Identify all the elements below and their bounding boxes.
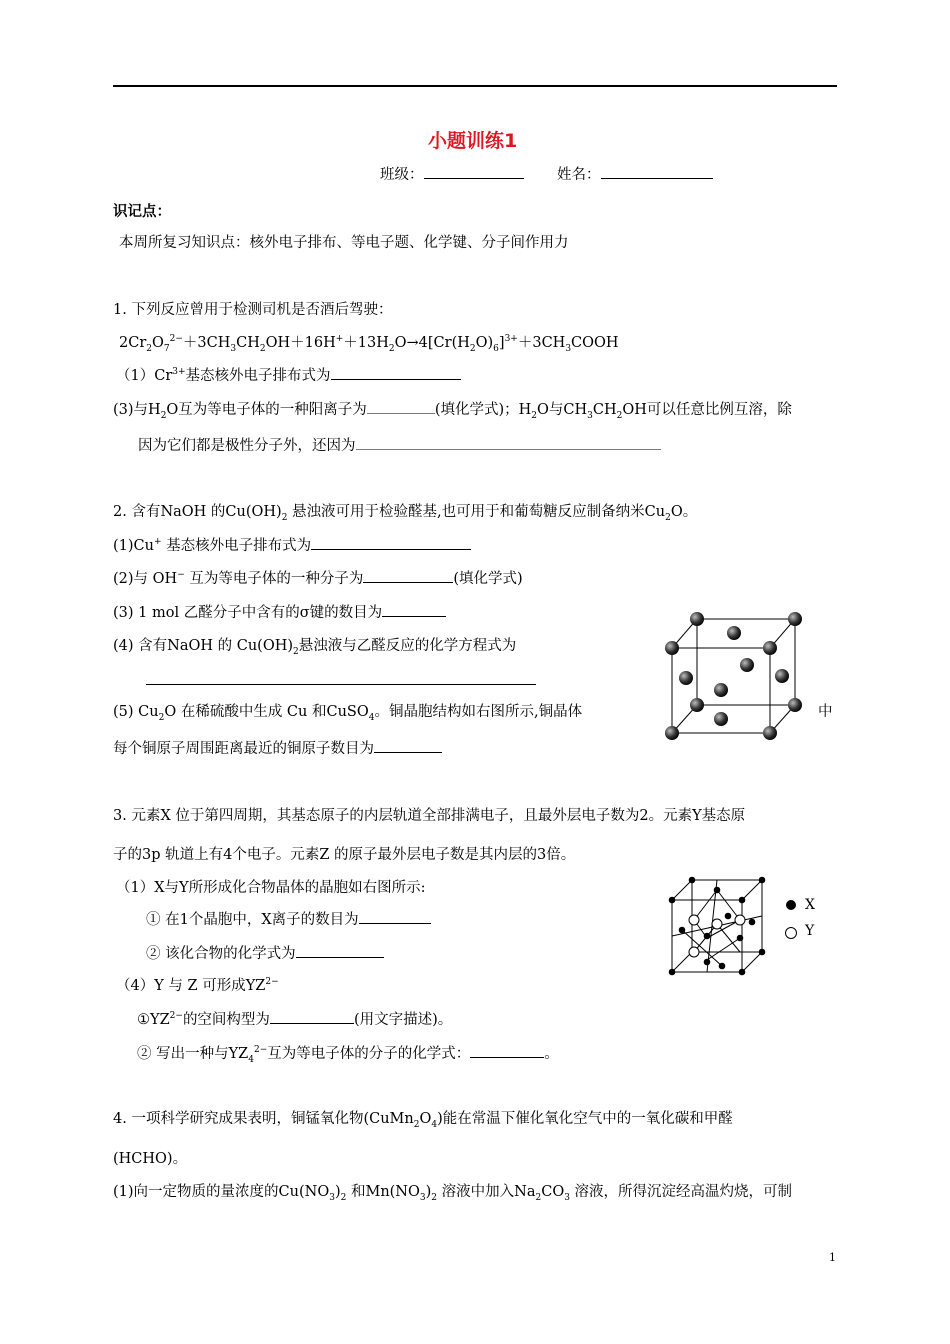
q4-part1: (1)向一定物质的量浓度的$Cu(NO_3)_2$ 和$Mn(NO_3)_2$ 溶液中加入$Na_2CO_3$ 溶液，所得沉淀经高温灼烧，可制 <box>113 1184 793 1203</box>
q2-part4-answer[interactable] <box>146 668 536 685</box>
cu-atom <box>665 641 679 655</box>
q3-part1: （1）X与Y所形成化合物晶体的晶胞如右图所示: <box>116 880 426 896</box>
q2-part3-answer[interactable] <box>382 604 446 617</box>
q1-part3-cont: 因为它们都是极性分子外，还因为 <box>138 434 661 455</box>
cu-atom <box>714 683 728 697</box>
cu-atom <box>763 641 777 655</box>
cu-atom <box>690 698 704 712</box>
class-field <box>380 163 524 184</box>
cu-atom <box>788 612 802 626</box>
q1-stem: 1. 下列反应曾用于检测司机是否酒后驾驶： <box>113 302 393 318</box>
top-rule <box>113 85 837 87</box>
legend-x-marker <box>786 900 796 910</box>
q2-part5-answer[interactable] <box>374 740 442 753</box>
q1-part1: $(1)Cr^{3+}$基态核外电子排布式为 <box>116 364 461 385</box>
class-label: 班级： <box>380 167 424 183</box>
q1-part3: (3)与$H_2O$互为等电子体的一种阳离子为 (填化学式)；$H_2O$与$CH_3CH_2OH$可以任意比例互溶，除 <box>113 402 792 421</box>
q4-stem-1: 4. 一项科学研究成果表明，铜锰氧化物$(CuMn_2O_4)$能在常温下催化氧化空气中的一氧化碳和甲醛 <box>113 1111 733 1130</box>
legend-y-label: Y <box>805 923 815 939</box>
q3-part1-a: ① 在1个晶胞中，X离子的数目为 <box>146 908 431 929</box>
q3-part4-b-answer[interactable] <box>470 1045 544 1058</box>
legend-y-marker <box>785 927 797 939</box>
q2-part3: (3) 1 mol 乙醛分子中含有的σ键的数目为 <box>113 601 446 622</box>
cu-atom <box>690 612 704 626</box>
cu-atom <box>740 658 754 672</box>
q3-part4: （4）Y 与 Z 可形成$YZ^{2-}$ <box>116 977 279 994</box>
class-input[interactable] <box>424 166 524 179</box>
cu-atom <box>763 726 777 740</box>
q3-part4-a-answer[interactable] <box>270 1011 354 1024</box>
q1-part3-answer-b[interactable] <box>356 437 661 450</box>
name-field <box>557 163 713 184</box>
cu-atom <box>714 712 728 726</box>
q3-stem-1: 3. 元素X 位于第四周期，其基态原子的内层轨道全部排满电子，且最外层电子数为2。元素Y基态原 <box>113 808 746 824</box>
cu-atom <box>788 698 802 712</box>
q2-part5-tail: 中 <box>818 704 833 720</box>
q2-part1-answer[interactable] <box>311 537 471 550</box>
q2-part2: (2)与 OH− 互为等电子体的一种分子为 (填化学式) <box>113 570 523 587</box>
q3-part4-a: $①YZ^{2-}$的空间构型为 (用文字描述)。 <box>137 1011 453 1028</box>
q1-equation: $2Cr_2O_7^{2-}+3CH_3CH_2OH+16H^++13H_2O\to 4[Cr(H_2O)_6]^{3+}+3CH_3COOH$ <box>119 334 619 354</box>
section-intro: 本周所复习知识点：核外电子排布、等电子题、化学键、分子间作用力 <box>119 235 569 251</box>
q2-stem: 2. 含有NaOH 的$Cu(OH)_2$ 悬浊液可用于检验醛基,也可用于和葡萄糖反应制备纳米$Cu_2O$。 <box>113 504 698 523</box>
cu-atom <box>775 669 789 683</box>
name-label: 姓名： <box>557 167 601 183</box>
xy-unit-cell-figure <box>662 872 772 980</box>
q3-part1-a-answer[interactable] <box>359 911 431 924</box>
q3-part1-b-answer[interactable] <box>296 945 384 958</box>
legend-x-label: X <box>805 897 815 913</box>
q4-stem-2: (HCHO)。 <box>113 1151 188 1167</box>
cu-atom <box>727 626 741 640</box>
q2-part4: (4) 含有NaOH 的 $Cu(OH)_2$悬浊液与乙醛反应的化学方程式为 <box>113 638 517 657</box>
cu-atom <box>665 726 679 740</box>
page-title: 小题训练1 <box>428 130 518 152</box>
q2-part1: (1)Cu+ 基态核外电子排布式为 <box>113 534 471 555</box>
q2-part5-cont: 每个铜原子周围距离最近的铜原子数目为 <box>113 737 442 758</box>
q3-part1-b: ② 该化合物的化学式为 <box>146 942 384 963</box>
q2-part5: (5) $Cu_2O$ 在稀硫酸中生成 Cu 和CuSO$_4$。铜晶胞结构如右图所示,铜晶体 <box>113 704 583 723</box>
cu-atom <box>679 671 693 685</box>
q2-part2-answer[interactable] <box>363 570 453 583</box>
section-heading: 识记点： <box>113 203 171 220</box>
q1-part3-answer-a[interactable] <box>367 401 435 414</box>
q3-part4-b: ② 写出一种与$YZ_4^{2-}$互为等电子体的分子的化学式： 。 <box>137 1045 559 1065</box>
page-number: 1 <box>829 1251 836 1264</box>
q1-part1-answer[interactable] <box>331 367 461 380</box>
q3-stem-2: 子的3p 轨道上有4个电子。元素Z 的原子最外层电子数是其内层的3倍。 <box>113 847 576 863</box>
name-input[interactable] <box>601 166 713 179</box>
copper-unit-cell-figure <box>655 605 805 745</box>
